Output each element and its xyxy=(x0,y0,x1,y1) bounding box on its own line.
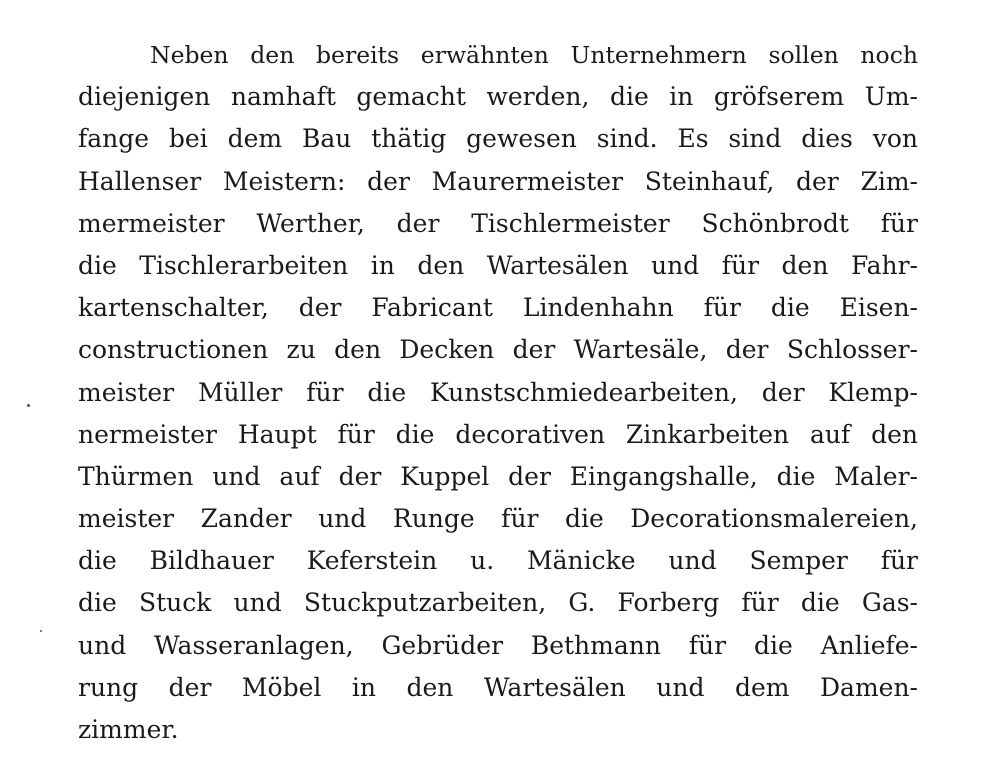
text-line: Thürmen und auf der Kuppel der Eingangshalle, die Maler- xyxy=(78,461,918,491)
text-line: Hallenser Meistern: der Maurermeister Steinhauf, der Zim- xyxy=(78,166,918,196)
text-line: meister Zander und Runge für die Decorationsmalereien, xyxy=(78,504,918,534)
text-line: die Bildhauer Keferstein u. Mänicke und Semper für xyxy=(78,546,918,576)
text-line: meister Müller für die Kunstschmiedearbeiten, der Klemp- xyxy=(78,377,918,407)
text-line: nermeister Haupt für die decorativen Zinkarbeiten auf den xyxy=(78,419,918,449)
text-line: die Stuck und Stuckputzarbeiten, G. Forberg für die Gas- xyxy=(78,588,918,618)
text-line: constructionen zu den Decken der Wartesäle, der Schlosser- xyxy=(78,335,918,365)
text-line: zimmer. xyxy=(78,715,179,744)
text-line: Neben den bereits erwähnten Unternehmern sollen noch xyxy=(150,41,918,69)
text-line: mermeister Werther, der Tischlermeister Schönbrodt für xyxy=(78,208,918,238)
text-line: kartenschalter, der Fabricant Lindenhahn für die Eisen- xyxy=(78,293,918,323)
text-line: die Tischlerarbeiten in den Wartesälen und für den Fahr- xyxy=(78,250,918,280)
scan-speck xyxy=(40,630,42,632)
text-line: rung der Möbel in den Wartesälen und dem Damen- xyxy=(78,672,918,702)
text-line: fange bei dem Bau thätig gewesen sind. Es sind dies von xyxy=(78,124,918,154)
text-line: diejenigen namhaft gemacht werden, die in gröfserem Um- xyxy=(78,82,918,112)
scan-speck xyxy=(27,404,30,407)
text-line: und Wasseranlagen, Gebrüder Bethmann für die Anliefe- xyxy=(78,630,918,660)
paragraph xyxy=(78,34,918,751)
